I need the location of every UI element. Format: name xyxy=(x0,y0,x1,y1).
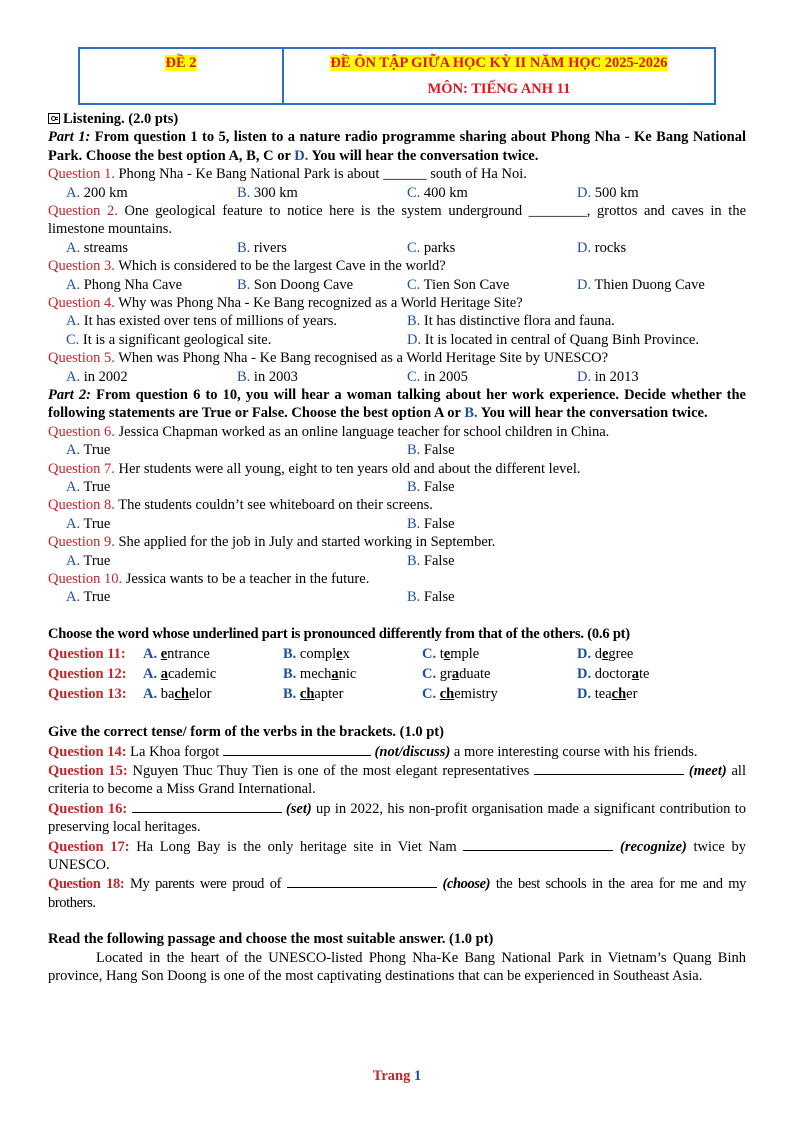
option-d[interactable]: D. rocks xyxy=(577,239,627,256)
answer-blank[interactable] xyxy=(132,799,282,813)
exam-code: ĐỀ 2 xyxy=(165,55,197,71)
question-3: Question 3. Which is considered to be the largest Cave in the world? xyxy=(48,258,446,275)
option-a[interactable]: A. entrance xyxy=(143,646,210,663)
option-a[interactable]: A. bachelor xyxy=(143,686,212,703)
reading-heading: Read the following passage and choose the most suitable answer. (1.0 pt) xyxy=(48,931,494,948)
option-false[interactable]: B. False xyxy=(407,479,455,496)
question-6: Question 6. Jessica Chapman worked as an online language teacher for school children in China. xyxy=(48,423,610,440)
question-16: Question 16: (set) up in 2022, his non-profit organisation made a significant contribution to preserving local heritages. xyxy=(48,800,746,836)
option-true[interactable]: A. True xyxy=(66,589,111,606)
option-a[interactable]: A. 200 km xyxy=(66,184,128,201)
verbs-heading: Give the correct tense/ form of the verbs in the brackets. (1.0 pt) xyxy=(48,724,444,741)
option-b[interactable]: B. It has distinctive flora and fauna. xyxy=(407,313,615,330)
question-9-options xyxy=(48,552,746,570)
option-d[interactable]: D. doctorate xyxy=(577,666,650,683)
option-b[interactable]: B. chapter xyxy=(283,686,344,703)
question-7-options xyxy=(48,478,746,496)
answer-blank[interactable] xyxy=(223,742,371,756)
exam-content xyxy=(48,110,746,985)
option-true[interactable]: A. True xyxy=(66,552,111,569)
answer-blank[interactable] xyxy=(534,761,684,775)
question-3-options xyxy=(48,276,746,294)
question-18: Question 18: My parents were proud of (choose) the best schools in the area for me and my brothers. xyxy=(48,876,747,911)
question-2: Question 2. One geological feature to notice here is the system underground ________, grottos and caves in the limestone mountains. xyxy=(48,203,747,238)
option-d[interactable]: D. in 2013 xyxy=(577,368,639,385)
question-5: Question 5. When was Phong Nha - Ke Bang recognised as a World Heritage Site by UNESCO? xyxy=(48,350,609,367)
pronunciation-heading: Choose the word whose underlined part is pronounced differently from that of the others. (0.6 pt) xyxy=(48,625,630,642)
option-a[interactable]: A. It has existed over tens of millions of years. xyxy=(66,313,338,330)
option-c[interactable]: C. graduate xyxy=(422,666,491,683)
page-number: 1 xyxy=(413,1068,422,1084)
option-b[interactable]: B. complex xyxy=(283,646,350,663)
option-a[interactable]: A. Phong Nha Cave xyxy=(66,276,182,293)
part1-instruction: Part 1: From question 1 to 5, listen to a nature radio programme sharing about Phong Nha - Ke Bang National Park. Choose the best option A, B, C or D. You will hear the conversation twice. xyxy=(48,129,747,164)
option-a[interactable]: A. academic xyxy=(143,666,217,683)
question-15: Question 15: Nguyen Thuc Thuy Tien is one of the most elegant representatives (meet) all criteria to become a Miss Grand International. xyxy=(48,763,746,798)
answer-blank[interactable] xyxy=(463,837,613,851)
option-d[interactable]: D. 500 km xyxy=(577,184,639,201)
question-8: Question 8. The students couldn’t see whiteboard on their screens. xyxy=(48,497,433,514)
question-1-options xyxy=(48,184,746,202)
option-b[interactable]: B. mechanic xyxy=(283,666,357,683)
option-d[interactable]: D. Thien Duong Cave xyxy=(577,276,705,293)
option-c[interactable]: C. parks xyxy=(407,239,456,256)
option-b[interactable]: B. 300 km xyxy=(237,184,298,201)
option-false[interactable]: B. False xyxy=(407,442,455,459)
option-c[interactable]: C. chemistry xyxy=(422,686,498,703)
option-a[interactable]: A. streams xyxy=(66,239,129,256)
option-d[interactable]: D. degree xyxy=(577,646,634,663)
option-true[interactable]: A. True xyxy=(66,442,111,459)
question-9: Question 9. She applied for the job in July and started working in September. xyxy=(48,534,496,551)
question-6-options xyxy=(48,441,746,459)
question-11: Question 11: A. entrance B. complex C. temple D. degree xyxy=(48,646,634,663)
exam-header xyxy=(78,47,716,105)
question-14: Question 14: La Khoa forgot (not/discuss) a more interesting course with his friends. xyxy=(48,743,698,760)
part2-instruction: Part 2: From question 6 to 10, you will hear a woman talking about her work experience. Decide whether the following statements are True or False. Choose the best option A or B. You will hear the conversation twice. xyxy=(48,387,746,422)
question-4-options-ab xyxy=(48,312,746,330)
question-13: Question 13: A. bachelor B. chapter C. chemistry D. teacher xyxy=(48,686,638,703)
question-17: Question 17: Ha Long Bay is the only heritage site in Viet Nam (recognize) twice by UNESCO. xyxy=(48,838,746,874)
option-d[interactable]: D. It is located in central of Quang Binh Province. xyxy=(407,331,699,348)
option-c[interactable]: C. in 2005 xyxy=(407,368,468,385)
answer-blank[interactable] xyxy=(287,874,437,888)
question-4-options-cd xyxy=(48,331,746,349)
option-b[interactable]: B. in 2003 xyxy=(237,368,298,385)
option-false[interactable]: B. False xyxy=(407,552,455,569)
option-b[interactable]: B. rivers xyxy=(237,239,287,256)
footer-label: Trang xyxy=(372,1068,414,1084)
exam-title: ĐỀ ÔN TẬP GIỮA HỌC KỲ II NĂM HỌC 2025-2026 xyxy=(330,55,668,71)
question-2-options xyxy=(48,239,746,257)
question-10-options xyxy=(48,588,746,606)
exam-subject: MÔN: TIẾNG ANH 11 xyxy=(427,81,571,97)
option-a[interactable]: A. in 2002 xyxy=(66,368,128,385)
option-c[interactable]: C. It is a significant geological site. xyxy=(66,331,272,348)
question-8-options xyxy=(48,515,746,533)
question-7: Question 7. Her students were all young, eight to ten years old and about the different level. xyxy=(48,460,581,477)
question-5-options xyxy=(48,368,746,386)
option-true[interactable]: A. True xyxy=(66,515,111,532)
question-12: Question 12: A. academic B. mechanic C. graduate D. doctorate xyxy=(48,666,650,683)
option-c[interactable]: C. Tien Son Cave xyxy=(407,276,510,293)
question-4: Question 4. Why was Phong Nha - Ke Bang recognized as a World Heritage Site? xyxy=(48,295,523,312)
exam-code-cell xyxy=(80,49,284,103)
question-1: Question 1. Phong Nha - Ke Bang National Park is about ______ south of Ha Noi. xyxy=(48,166,527,183)
question-10: Question 10. Jessica wants to be a teacher in the future. xyxy=(48,571,370,587)
option-c[interactable]: C. temple xyxy=(422,646,480,663)
option-d[interactable]: D. teacher xyxy=(577,686,638,703)
option-true[interactable]: A. True xyxy=(66,479,111,496)
page-footer xyxy=(0,1068,794,1085)
listening-heading: Listening. (2.0 pts) xyxy=(48,110,746,128)
radio-icon xyxy=(48,113,60,124)
reading-paragraph: Located in the heart of the UNESCO-listed Phong Nha-Ke Bang National Park in Vietnam’s Quang Binh province, Hang Son Doong is one of the most captivating destinations that can be experienced in Southeast Asia. xyxy=(48,949,746,985)
option-b[interactable]: B. Son Doong Cave xyxy=(237,276,354,293)
exam-title-cell xyxy=(284,49,714,103)
option-false[interactable]: B. False xyxy=(407,589,455,606)
option-false[interactable]: B. False xyxy=(407,515,455,532)
option-c[interactable]: C. 400 km xyxy=(407,184,468,201)
